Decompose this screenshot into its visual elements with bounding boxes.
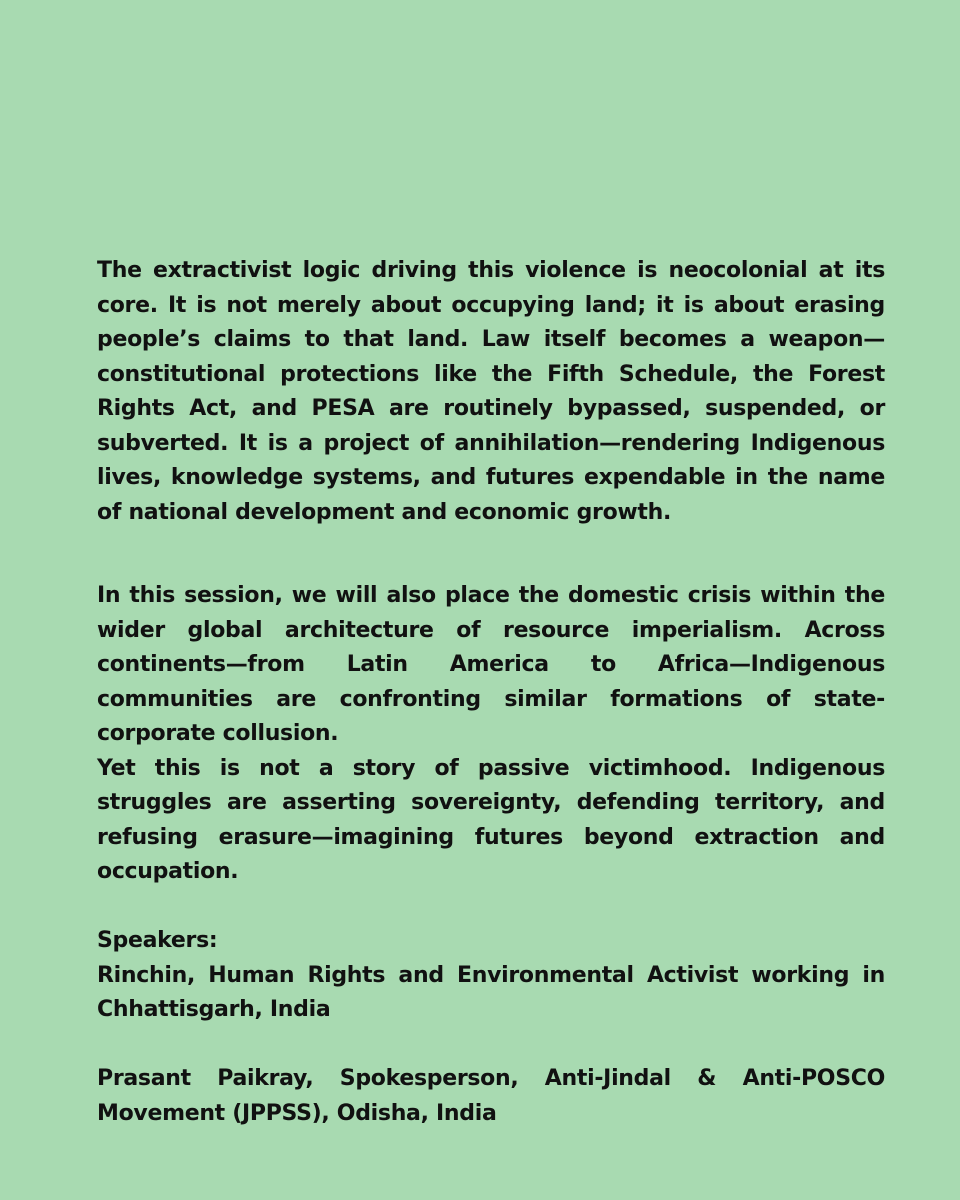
speakers-section xyxy=(97,924,885,1131)
text-body xyxy=(97,254,885,1131)
speaker-rinchin: Rinchin, Human Rights and Environmental Activist working in Chhattisgarh, India xyxy=(97,962,885,1022)
paragraph-session: In this session, we will also place the domestic crisis within the wider global architecture of resource imperialism. Across continents—from Latin America to Africa—Indigenous communities are confronting similar formations of state-corporate collusion. xyxy=(97,583,885,746)
paragraph-extractivism: The extractivist logic driving this violence is neocolonial at its core. It is not merely about occupying land; it is about erasing people’s claims to that land. Law itself becomes a weapon—constitutional protections like the Fifth Schedule, the Forest Rights Act, and PESA are routinely bypassed, suspended, or subverted. It is a project of annihilation—rendering Indigenous lives, knowledge systems, and futures expendable in the name of national development and economic growth. xyxy=(97,258,885,525)
speakers-heading: Speakers: xyxy=(97,928,218,953)
paragraph-resistance: Yet this is not a story of passive victimhood. Indigenous struggles are asserting sovereignty, defending territory, and refusing erasure—imagining futures beyond extraction and occupation. xyxy=(97,755,885,884)
speaker-prasant-paikray: Prasant Paikray, Spokesperson, Anti-Jindal & Anti-POSCO Movement (JPPSS), Odisha, India xyxy=(97,1066,885,1126)
